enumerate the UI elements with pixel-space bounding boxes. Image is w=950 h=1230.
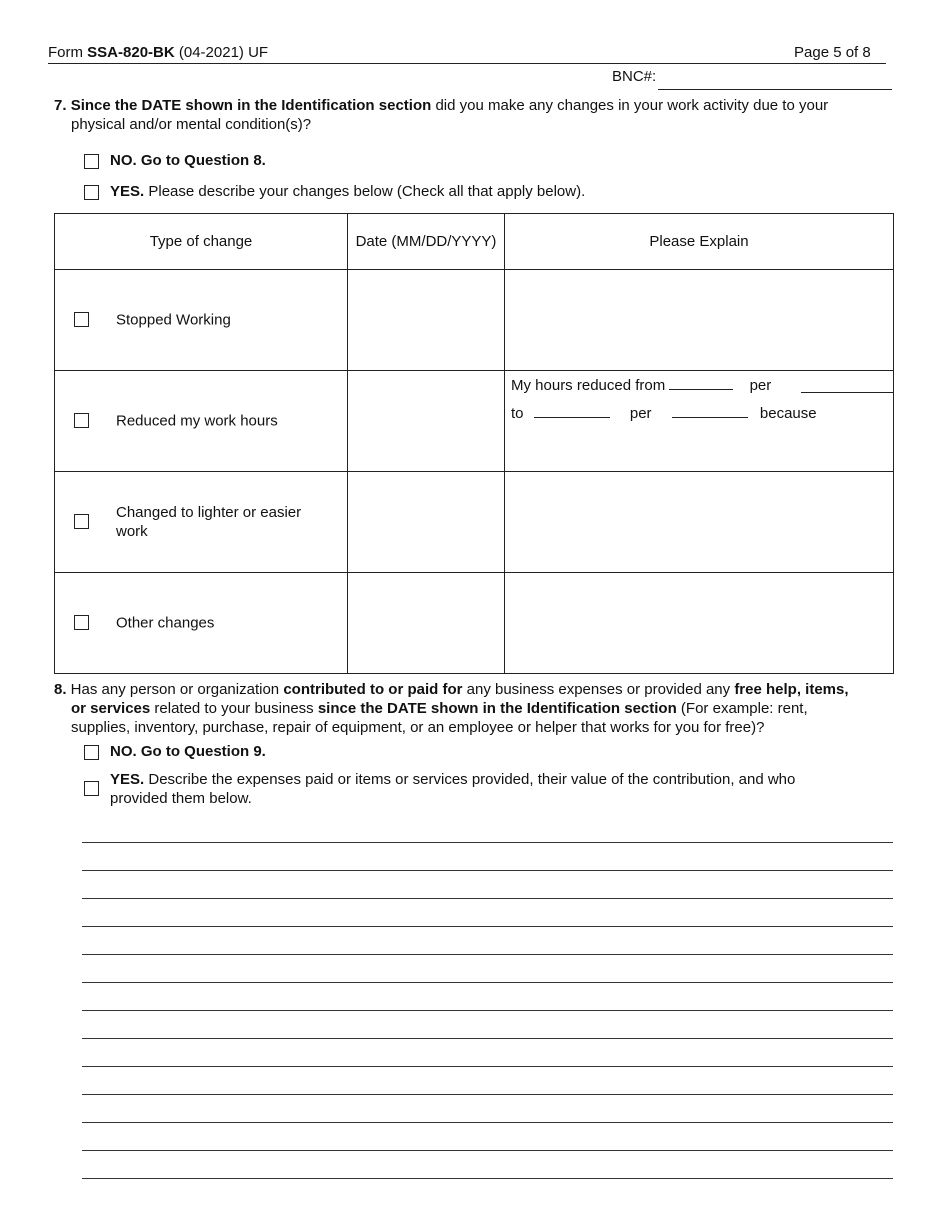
hours-to-blank[interactable]: [534, 403, 610, 418]
q8-no-checkbox[interactable]: [84, 745, 99, 764]
bnc-label: BNC#:: [612, 68, 657, 85]
other-changes-date-field[interactable]: [348, 573, 505, 674]
answer-line[interactable]: [82, 842, 893, 843]
form-identifier: Form SSA-820-BK (04-2021) UF: [48, 44, 269, 61]
reduced-hours-explain-field: [505, 371, 894, 472]
answer-line[interactable]: [82, 1066, 893, 1067]
table-row: [55, 573, 894, 674]
header-date: Date (MM/DD/YYYY): [348, 214, 505, 270]
per-label-2: per: [629, 405, 652, 422]
q7-yes-checkbox[interactable]: [84, 185, 99, 204]
lighter-work-label: Changed to lighter or easier work: [116, 504, 302, 540]
q8-number: 8.: [54, 681, 67, 698]
changes-table: [54, 213, 894, 674]
hours-from-blank[interactable]: [669, 375, 733, 390]
stopped-working-date-field[interactable]: [348, 270, 505, 371]
lighter-work-explain-field[interactable]: [505, 472, 894, 573]
q7-no-label: NO. Go to Question 8.: [110, 152, 266, 169]
q8-yes-label: YES. Describe the expenses paid or items or services provided, their value of the contribution, and who provided them below.: [110, 771, 796, 807]
answer-line[interactable]: [82, 982, 893, 983]
answer-line[interactable]: [82, 1038, 893, 1039]
question-7: 7. Since the DATE shown in the Identification section did you make any changes in your work activity due to your physical and/or mental condition(s)?: [54, 97, 829, 133]
table-row: [55, 270, 894, 371]
q8-no-label: NO. Go to Question 9.: [110, 743, 266, 760]
q8-yes-checkbox[interactable]: [84, 781, 99, 800]
other-changes-checkbox[interactable]: [74, 615, 89, 630]
per-blank-1[interactable]: [801, 392, 894, 393]
stopped-working-checkbox[interactable]: [74, 312, 89, 327]
because-label: because: [759, 405, 817, 422]
header-type-of-change: Type of change: [55, 214, 348, 270]
answer-line[interactable]: [82, 926, 893, 927]
answer-line[interactable]: [82, 1122, 893, 1123]
reduced-hours-date-field[interactable]: [348, 371, 505, 472]
header-please-explain: Please Explain: [505, 214, 894, 270]
answer-line[interactable]: [82, 898, 893, 899]
stopped-working-label: Stopped Working: [116, 311, 231, 329]
table-row: [55, 472, 894, 573]
per-label: per: [749, 377, 772, 394]
other-changes-label: Other changes: [116, 614, 215, 632]
answer-line[interactable]: [82, 1178, 893, 1179]
question-8: 8. Has any person or organization contributed to or paid for any business expenses or provided any free help, items, or services related to your business since the DATE shown in the Identification section (For example: rent, supplies, inventory, purchase, repair of equipment, or an employee or helper that works for you for free)?: [54, 681, 849, 736]
reduced-hours-label: Reduced my work hours: [116, 412, 278, 430]
answer-line[interactable]: [82, 1010, 893, 1011]
bnc-field[interactable]: [658, 89, 892, 90]
answer-line[interactable]: [82, 870, 893, 871]
q7-no-checkbox[interactable]: [84, 154, 99, 173]
hours-reduced-from-label: My hours reduced from: [511, 377, 666, 394]
other-changes-explain-field[interactable]: [505, 573, 894, 674]
form-number: SSA-820-BK: [87, 44, 175, 61]
lighter-work-checkbox[interactable]: [74, 514, 89, 529]
answer-line[interactable]: [82, 954, 893, 955]
stopped-working-explain-field[interactable]: [505, 270, 894, 371]
lighter-work-date-field[interactable]: [348, 472, 505, 573]
q7-yes-label: YES. Please describe your changes below (Check all that apply below).: [110, 183, 586, 200]
reduced-hours-checkbox[interactable]: [74, 413, 89, 428]
answer-line[interactable]: [82, 1150, 893, 1151]
q7-number: 7.: [54, 97, 67, 114]
to-label: to: [511, 405, 524, 422]
header-rule: [48, 63, 886, 64]
table-row: [55, 371, 894, 472]
answer-line[interactable]: [82, 1094, 893, 1095]
page-number: Page 5 of 8: [794, 44, 871, 61]
per-blank-2[interactable]: [672, 403, 748, 418]
